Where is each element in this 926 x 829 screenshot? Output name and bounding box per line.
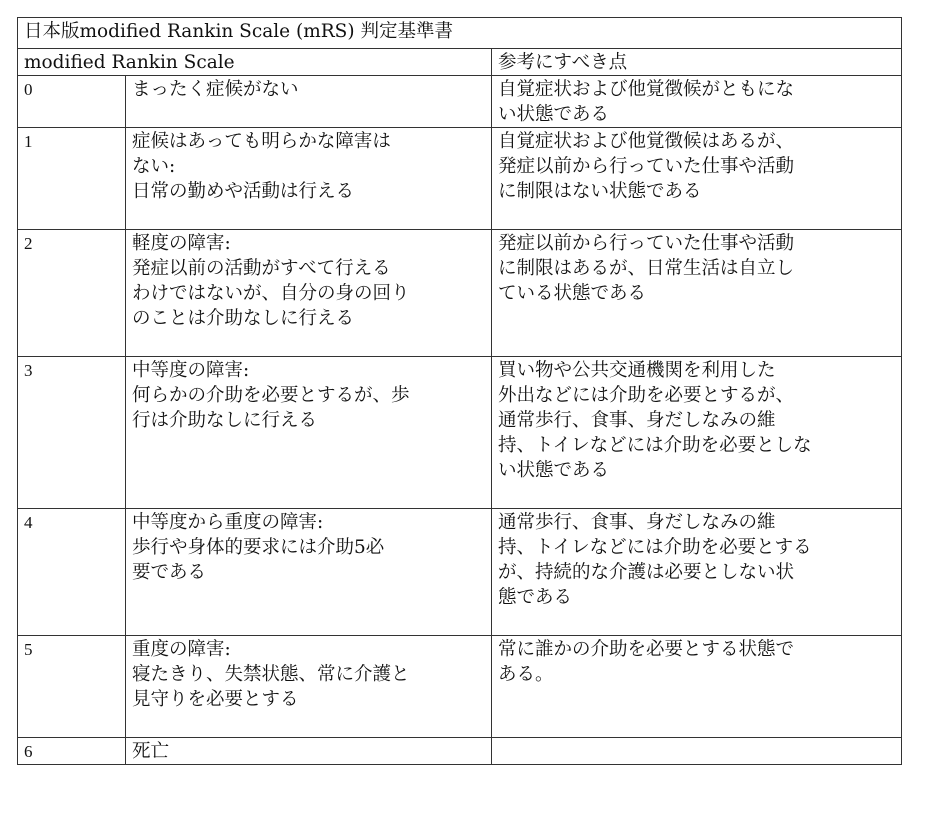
- table-row: [18, 357, 902, 509]
- grade-description: [126, 509, 492, 636]
- reference-note: [492, 230, 902, 357]
- reference-note: [492, 128, 902, 230]
- description-line: 中等度から重度の障害:: [132, 512, 324, 533]
- table-row: [18, 509, 902, 636]
- description-line: 要である: [132, 562, 207, 583]
- grade-description: [126, 738, 492, 765]
- header-reference: 参考にすべき点: [492, 49, 902, 76]
- reference-line: 自覚症状および他覚徴候はあるが、: [498, 131, 795, 152]
- description-line: 行は介助なしに行える: [132, 410, 318, 431]
- description-line: ない:: [132, 156, 176, 177]
- reference-note: [492, 636, 902, 738]
- table-row: [18, 128, 902, 230]
- header-row: [18, 49, 902, 76]
- grade-description: [126, 636, 492, 738]
- reference-note: [492, 509, 902, 636]
- mrs-grade: 0: [18, 76, 126, 128]
- table-row: [18, 738, 902, 765]
- table-title: 日本版modified Rankin Scale (mRS) 判定基準書: [18, 18, 902, 49]
- mrs-grade: 4: [18, 509, 126, 636]
- header-scale: modified Rankin Scale: [18, 49, 492, 76]
- grade-description: [126, 357, 492, 509]
- reference-line: に制限はあるが、日常生活は自立し: [498, 258, 795, 279]
- description-line: 歩行や身体的要求には介助5必: [132, 537, 385, 558]
- mrs-grade: 3: [18, 357, 126, 509]
- table-row: [18, 230, 902, 357]
- reference-line: ている状態である: [498, 283, 647, 304]
- reference-note: [492, 76, 902, 128]
- description-line: 重度の障害:: [132, 639, 231, 660]
- reference-line: に制限はない状態である: [498, 181, 702, 202]
- mrs-criteria-table: [17, 17, 902, 765]
- reference-line: い状態である: [498, 460, 610, 481]
- description-line: 軽度の障害:: [132, 233, 231, 254]
- reference-line: 持、トイレなどには介助を必要としな: [498, 435, 812, 456]
- description-line: わけではないが、自分の身の回り: [132, 283, 410, 304]
- description-line: 見守りを必要とする: [132, 689, 299, 710]
- mrs-grade: 1: [18, 128, 126, 230]
- description-line: 日常の勤めや活動は行える: [132, 181, 355, 202]
- description-line: 症候はあっても明らかな障害は: [132, 131, 391, 152]
- reference-note: [492, 738, 902, 765]
- grade-description: [126, 128, 492, 230]
- mrs-grade: 2: [18, 230, 126, 357]
- description-line: 発症以前の活動がすべて行える: [132, 258, 391, 279]
- reference-line: 態である: [498, 587, 573, 608]
- reference-line: 自覚症状および他覚徴候がともにな: [498, 79, 795, 100]
- reference-line: ある。: [498, 664, 554, 685]
- description-line: まったく症候がない: [132, 79, 299, 100]
- table-row: [18, 636, 902, 738]
- reference-line: 買い物や公共交通機関を利用した: [498, 360, 776, 381]
- reference-line: 発症以前から行っていた仕事や活動: [498, 233, 795, 254]
- description-line: 中等度の障害:: [132, 360, 250, 381]
- reference-line: 持、トイレなどには介助を必要とする: [498, 537, 812, 558]
- reference-note: [492, 357, 902, 509]
- reference-line: 通常歩行、食事、身だしなみの維: [498, 512, 776, 533]
- reference-line: い状態である: [498, 104, 610, 125]
- reference-line: が、持続的な介護は必要としない状: [498, 562, 795, 583]
- reference-line: 発症以前から行っていた仕事や活動: [498, 156, 795, 177]
- table-row: [18, 76, 902, 128]
- reference-line: 外出などには介助を必要とするが、: [498, 385, 795, 406]
- mrs-grade: 5: [18, 636, 126, 738]
- title-row: [18, 18, 902, 49]
- description-line: 何らかの介助を必要とするが、歩: [132, 385, 410, 406]
- description-line: 寝たきり、失禁状態、常に介護と: [132, 664, 410, 685]
- table-body: [18, 18, 902, 765]
- reference-line: 通常歩行、食事、身だしなみの維: [498, 410, 776, 431]
- grade-description: [126, 76, 492, 128]
- description-line: 死亡: [132, 741, 170, 762]
- mrs-grade: 6: [18, 738, 126, 765]
- grade-description: [126, 230, 492, 357]
- description-line: のことは介助なしに行える: [132, 308, 355, 329]
- reference-line: 常に誰かの介助を必要とする状態で: [498, 639, 795, 660]
